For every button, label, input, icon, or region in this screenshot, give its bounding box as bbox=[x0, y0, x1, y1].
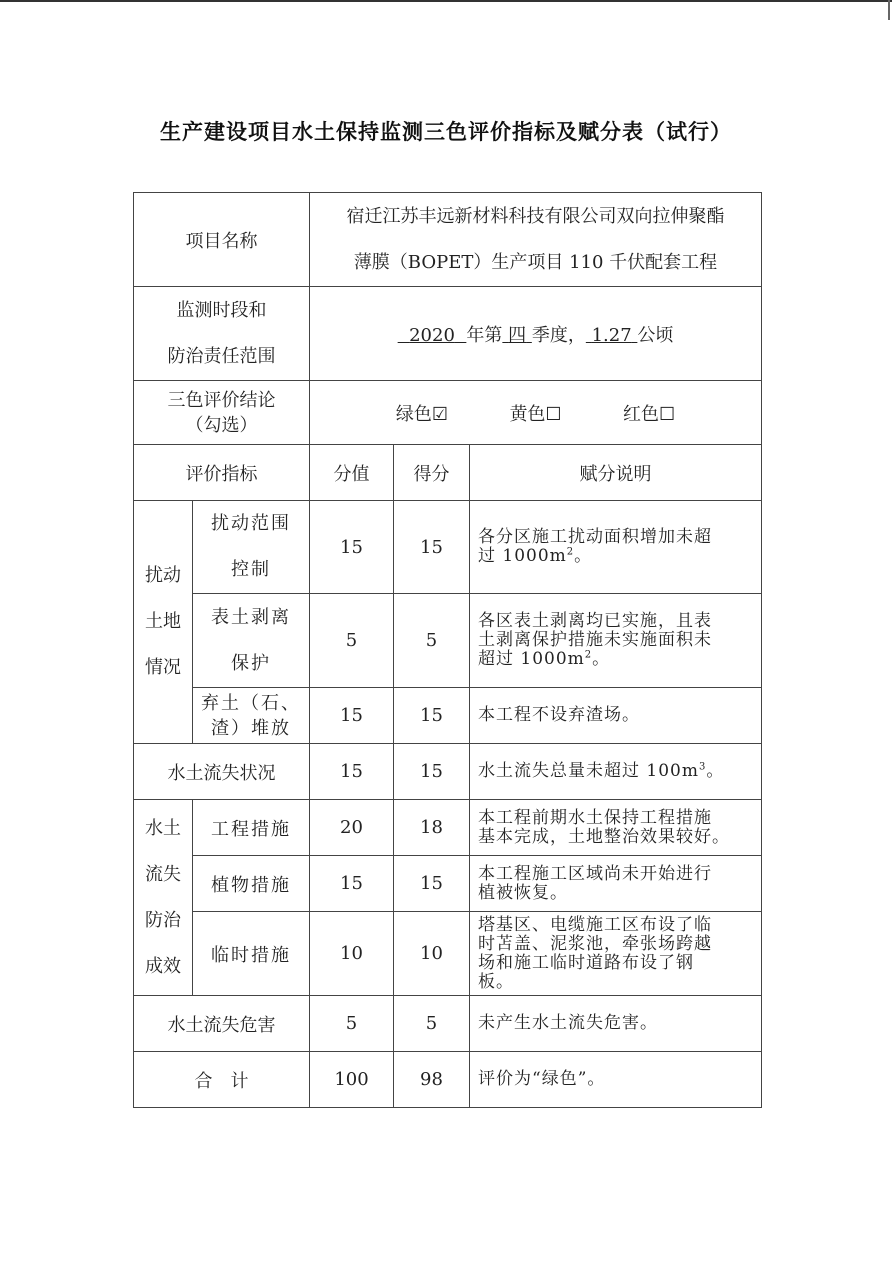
table-row bbox=[134, 688, 762, 744]
header-row bbox=[134, 445, 762, 501]
desc-line1: 各区表土剥离均已实施，且表 bbox=[478, 611, 712, 631]
score-cell: 5 bbox=[310, 996, 394, 1052]
desc-cell bbox=[470, 501, 762, 594]
table-row bbox=[134, 912, 762, 996]
quarter-suffix: 季度， bbox=[531, 324, 586, 346]
project-name bbox=[310, 193, 762, 287]
got-cell: 15 bbox=[394, 501, 470, 594]
area-text: 1.27 bbox=[591, 324, 632, 346]
indicator-name: 工程措施 bbox=[193, 800, 310, 856]
desc-line3: 场和施工临时道路布设了钢 bbox=[478, 952, 694, 973]
score-cell: 10 bbox=[310, 912, 394, 996]
desc-line2: 植被恢复。 bbox=[478, 882, 568, 903]
score-cell: 15 bbox=[310, 688, 394, 744]
desc-cell bbox=[470, 800, 762, 856]
conclusion-options bbox=[310, 381, 762, 445]
disturb-group-label bbox=[134, 501, 193, 744]
area-value bbox=[586, 325, 638, 346]
table-row bbox=[134, 996, 762, 1052]
indicator-name bbox=[193, 688, 310, 744]
desc-text: 水土流失总量未超过 100m bbox=[478, 761, 699, 781]
score-cell: 5 bbox=[310, 594, 394, 688]
desc-line2: 土剥离保护措施未实施面积未 bbox=[478, 630, 712, 650]
quarter-value bbox=[502, 325, 531, 346]
desc-cell bbox=[470, 856, 762, 912]
got-cell: 15 bbox=[394, 744, 470, 800]
year-text: 2020 bbox=[409, 324, 455, 346]
period-label bbox=[134, 287, 310, 381]
total-row bbox=[134, 1052, 762, 1108]
desc-cell bbox=[470, 912, 762, 996]
project-name-line2: 薄膜（BOPET）生产项目 110 千伏配套工程 bbox=[353, 251, 718, 273]
desc-cell: 未产生水土流失危害。 bbox=[470, 996, 762, 1052]
indicator-name: 水土流失危害 bbox=[134, 996, 310, 1052]
prevention-group-line4: 成效 bbox=[145, 955, 181, 977]
indicator-name-line1: 弃土（石、 bbox=[201, 692, 301, 714]
desc-tail: 。 bbox=[706, 761, 725, 781]
prevention-group-line3: 防治 bbox=[145, 909, 181, 931]
desc-cell bbox=[470, 594, 762, 688]
red-checkbox[interactable]: 红色☐ bbox=[623, 403, 676, 425]
total-desc: 评价为“绿色”。 bbox=[470, 1052, 762, 1108]
conclusion-row bbox=[134, 381, 762, 445]
disturb-group-line1: 扰动 bbox=[145, 565, 181, 586]
conclusion-label-line1: 三色评价结论 bbox=[167, 389, 276, 411]
prevention-group-line2: 流失 bbox=[145, 863, 181, 885]
got-cell: 15 bbox=[394, 856, 470, 912]
indicator-name bbox=[193, 501, 310, 594]
right-edge-line bbox=[888, 0, 890, 20]
indicator-name-line1: 扰动范围 bbox=[211, 513, 291, 534]
period-label-line1: 监测时段和 bbox=[176, 299, 267, 321]
score-cell: 15 bbox=[310, 744, 394, 800]
project-row bbox=[134, 193, 762, 287]
yellow-checkbox[interactable]: 黄色☐ bbox=[509, 403, 562, 425]
desc-line1: 各分区施工扰动面积增加未超 bbox=[478, 527, 712, 547]
score-cell: 20 bbox=[310, 800, 394, 856]
table-row bbox=[134, 744, 762, 800]
table-row bbox=[134, 800, 762, 856]
conclusion-label bbox=[134, 381, 310, 445]
got-cell: 10 bbox=[394, 912, 470, 996]
quarter-text: 四 bbox=[508, 324, 527, 346]
table-row bbox=[134, 856, 762, 912]
indicator-name-line1: 表土剥离 bbox=[211, 606, 291, 628]
desc-line1: 本工程前期水土保持工程措施 bbox=[478, 807, 712, 828]
desc-superscript: 2 bbox=[566, 546, 575, 558]
indicator-name-line2: 控制 bbox=[231, 559, 271, 580]
desc-line3 bbox=[478, 650, 753, 669]
green-checkbox[interactable]: 绿色☑ bbox=[395, 403, 448, 425]
header-score: 分值 bbox=[310, 445, 394, 501]
year-suffix: 年第 bbox=[466, 324, 503, 346]
indicator-name-line2: 保护 bbox=[231, 652, 271, 674]
table-row bbox=[134, 594, 762, 688]
indicator-name-line2: 渣）堆放 bbox=[211, 717, 291, 739]
evaluation-table bbox=[133, 192, 762, 1108]
page-title: 生产建设项目水土保持监测三色评价指标及赋分表（试行） bbox=[160, 120, 732, 144]
got-cell: 5 bbox=[394, 996, 470, 1052]
indicator-name bbox=[193, 594, 310, 688]
total-score: 100 bbox=[310, 1052, 394, 1108]
total-label: 合 计 bbox=[134, 1052, 310, 1108]
total-got: 98 bbox=[394, 1052, 470, 1108]
desc-line2-text: 过 1000m bbox=[478, 546, 567, 566]
desc-cell bbox=[470, 744, 762, 800]
desc-line2: 时苫盖、泥浆池，牵张场跨越 bbox=[478, 933, 712, 954]
area-unit: 公顷 bbox=[637, 324, 674, 346]
desc-line4: 板。 bbox=[478, 971, 514, 992]
disturb-group-line3: 情况 bbox=[145, 657, 181, 678]
desc-tail: 。 bbox=[592, 649, 611, 669]
top-border-line bbox=[0, 0, 892, 2]
indicator-name: 植物措施 bbox=[193, 856, 310, 912]
got-cell: 5 bbox=[394, 594, 470, 688]
prevention-group-line1: 水土 bbox=[145, 817, 181, 839]
period-value bbox=[310, 287, 762, 381]
disturb-group-line2: 土地 bbox=[145, 611, 181, 632]
desc-superscript: 2 bbox=[584, 649, 593, 661]
table-row bbox=[134, 501, 762, 594]
desc-line3-text: 超过 1000m bbox=[478, 649, 585, 669]
header-desc: 赋分说明 bbox=[470, 445, 762, 501]
got-cell: 18 bbox=[394, 800, 470, 856]
desc-cell: 本工程不设弃渣场。 bbox=[470, 688, 762, 744]
indicator-name: 水土流失状况 bbox=[134, 744, 310, 800]
period-label-line2: 防治责任范围 bbox=[167, 345, 276, 367]
desc-line1: 本工程施工区域尚未开始进行 bbox=[478, 863, 712, 884]
desc-line1: 塔基区、电缆施工区布设了临 bbox=[478, 914, 712, 935]
header-got: 得分 bbox=[394, 445, 470, 501]
header-indicator: 评价指标 bbox=[134, 445, 310, 501]
project-label: 项目名称 bbox=[134, 193, 310, 287]
indicator-name: 临时措施 bbox=[193, 912, 310, 996]
year-value bbox=[398, 325, 467, 346]
desc-line2: 基本完成，土地整治效果较好。 bbox=[478, 826, 730, 847]
score-cell: 15 bbox=[310, 501, 394, 594]
prevention-group-label bbox=[134, 800, 193, 996]
desc-line2 bbox=[478, 547, 753, 566]
conclusion-label-line2: （勾选） bbox=[185, 414, 258, 436]
project-name-line1: 宿迁江苏丰远新材料科技有限公司双向拉伸聚酯 bbox=[346, 205, 725, 227]
desc-tail: 。 bbox=[574, 546, 593, 566]
score-cell: 15 bbox=[310, 856, 394, 912]
desc-superscript: 3 bbox=[698, 761, 707, 773]
got-cell: 15 bbox=[394, 688, 470, 744]
period-row bbox=[134, 287, 762, 381]
